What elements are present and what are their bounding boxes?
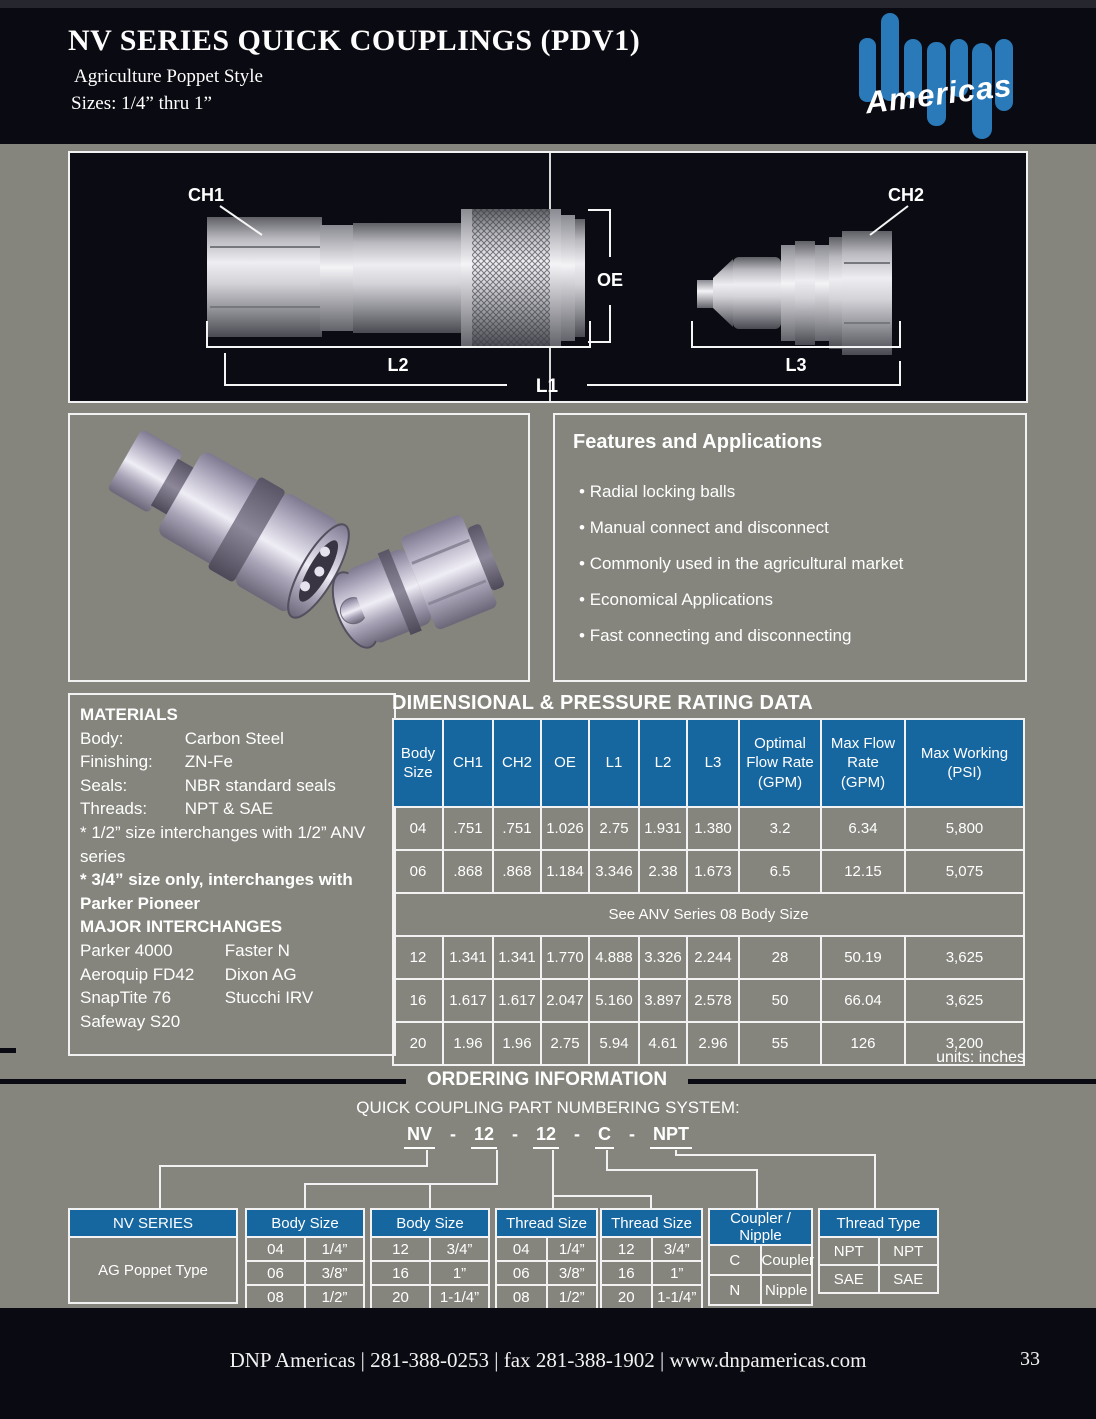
ordering-table-thread-size-a: Thread Size 04 1/4” 06 3/8” 08 1/2” [495, 1208, 598, 1310]
interchange-row: Safeway S20 [80, 1011, 181, 1031]
page-subtitle-style: Agriculture Poppet Style [74, 66, 263, 87]
interchange-row: SnapTite 76 Stucchi IRV [80, 988, 314, 1008]
materials-note: * 1/2” size interchanges with 1/2” ANV series [80, 822, 366, 866]
coupler-photo [207, 209, 585, 347]
features-title: Features and Applications [573, 431, 823, 453]
col-header: Max Flow Rate (GPM) [821, 719, 905, 807]
part-separator: - [449, 1124, 456, 1144]
spec-label: Threads: [80, 799, 148, 819]
nipple-photo [697, 231, 892, 355]
footer-contact: DNP Americas | 281-388-0253 | fax 281-388-1902 | www.dnpamericas.com [229, 1348, 867, 1372]
col-header: Max Working (PSI) [905, 719, 1024, 807]
ch1-label: CH1 [188, 185, 225, 205]
ordering-table-header: Thread Size [601, 1209, 702, 1237]
ordering-rule-left [0, 1079, 406, 1084]
spec-row [80, 750, 394, 774]
part-segment-bodysize: 12 [471, 1124, 497, 1149]
product-render [70, 415, 528, 680]
col-header: CH1 [443, 719, 493, 807]
dnp-logo-icon [843, 6, 1048, 142]
feature-item: • Radial locking balls [579, 482, 1025, 501]
part-segment-coupler: C [595, 1124, 614, 1149]
spec-row [80, 727, 394, 751]
part-segment-series: NV [404, 1124, 435, 1149]
features-panel [553, 413, 1027, 682]
spec-label: Finishing: [80, 752, 153, 772]
left-dash-rule [0, 1048, 16, 1053]
table-row: 20 1.96 1.96 2.75 5.94 4.61 2.96 55 126 3,200 [393, 1022, 1024, 1065]
product-render-panel [68, 413, 530, 682]
dim-table [392, 718, 1025, 1066]
spec-label: Seals: [80, 775, 128, 795]
page-number: 33 [1020, 1348, 1040, 1370]
oe-label: OE [596, 270, 624, 290]
ch2-label: CH2 [888, 185, 925, 205]
spec-value: ZN-Fe [184, 752, 233, 772]
materials-panel [68, 693, 396, 1056]
interchanges-title: MAJOR INTERCHANGES [80, 917, 283, 937]
materials-note: * 3/4” size only, interchanges with Parker Pioneer [80, 870, 353, 913]
l2-label: L2 [387, 355, 409, 375]
ordering-table-cell: AG Poppet Type [69, 1237, 237, 1303]
spec-value: Carbon Steel [184, 728, 284, 748]
table-row: 12 1.341 1.341 1.770 4.888 3.326 2.244 28 50.19 3,625 [393, 936, 1024, 979]
ordering-table-thread-size-b: Thread Size 12 3/4” 16 1” 20 1-1/4” [600, 1208, 703, 1310]
ordering-table-body-size-a: Body Size 04 1/4” 06 3/8” 08 1/2” [245, 1208, 365, 1310]
spec-row [80, 774, 394, 798]
ordering-table-coupler-nipple: Coupler / Nipple C Coupler N Nipple [708, 1208, 813, 1306]
dnp-americas-logo [843, 6, 1048, 142]
interchange-row: Aeroquip FD42 Dixon AG [80, 964, 297, 984]
page-title: NV SERIES QUICK COUPLINGS (PDV1) [68, 24, 641, 57]
part-segment-threadtype: NPT [650, 1124, 692, 1149]
ordering-table-header: NV SERIES [69, 1209, 237, 1237]
feature-item: • Fast connecting and disconnecting [579, 626, 1025, 645]
ordering-table-header: Body Size [371, 1209, 489, 1237]
feature-item: • Economical Applications [579, 590, 1025, 609]
spec-value: NBR standard seals [184, 775, 336, 795]
col-header: CH2 [493, 719, 541, 807]
table-span-row [393, 893, 1024, 936]
logo-americas-text: Americas [863, 67, 1015, 121]
col-header: Body Size [393, 719, 443, 807]
ordering-subtitle: QUICK COUPLING PART NUMBERING SYSTEM: [356, 1098, 740, 1117]
ordering-table-header: Thread Size [496, 1209, 597, 1237]
col-header: L3 [687, 719, 739, 807]
page-subtitle-sizes: Sizes: 1/4” thru 1” [71, 93, 212, 114]
table-row: 04 .751 .751 1.026 2.75 1.931 1.380 3.2 6.34 5,800 [393, 807, 1024, 850]
table-row: 06 .868 .868 1.184 3.346 2.38 1.673 6.5 12.15 5,075 [393, 850, 1024, 893]
ordering-table-nv-series [68, 1208, 238, 1304]
part-separator: - [574, 1124, 581, 1144]
ordering-title: ORDERING INFORMATION [426, 1069, 668, 1090]
part-separator: - [629, 1124, 636, 1144]
spec-label: Body: [80, 728, 124, 748]
feature-item: • Commonly used in the agricultural market [579, 554, 1025, 573]
spec-value: NPT & SAE [184, 799, 274, 819]
table-row: 16 1.617 1.617 2.047 5.160 3.897 2.578 50 66.04 3,625 [393, 979, 1024, 1022]
page-header [0, 0, 1096, 144]
ordering-table-header: Body Size [246, 1209, 364, 1237]
part-number-connector-lines [0, 1145, 1096, 1211]
ordering-table-thread-type: Thread Type NPT NPT SAE SAE [818, 1208, 939, 1294]
ordering-table-body-size-b: Body Size 12 3/4” 16 1” 20 1-1/4” [370, 1208, 490, 1310]
features-list [579, 482, 1025, 645]
dimension-photo-panel [68, 151, 1028, 403]
ordering-rule-right [688, 1079, 1096, 1084]
ordering-table-header: Thread Type [819, 1209, 938, 1237]
spec-row [80, 797, 394, 821]
units-note: units: inches [936, 1049, 1025, 1066]
dimension-diagram [70, 153, 1026, 401]
interchange-row: Parker 4000 Faster N [80, 940, 290, 960]
dim-table-title: DIMENSIONAL & PRESSURE RATING DATA [392, 692, 813, 714]
dim-table-header-row [393, 719, 1024, 807]
anv-note: See ANV Series 08 Body Size [393, 893, 1024, 936]
render-coupler [98, 415, 360, 625]
l1-label: L1 [535, 376, 559, 397]
part-separator: - [512, 1124, 518, 1144]
col-header: Optimal Flow Rate (GPM) [739, 719, 821, 807]
part-segment-threadsize: 12 [533, 1124, 559, 1149]
l3-label: L3 [785, 355, 807, 375]
col-header: OE [541, 719, 589, 807]
col-header: L2 [639, 719, 687, 807]
feature-item: • Manual connect and disconnect [579, 518, 1025, 537]
col-header: L1 [589, 719, 639, 807]
ordering-table-header: Coupler / Nipple [709, 1209, 812, 1245]
materials-title: MATERIALS [80, 705, 178, 724]
